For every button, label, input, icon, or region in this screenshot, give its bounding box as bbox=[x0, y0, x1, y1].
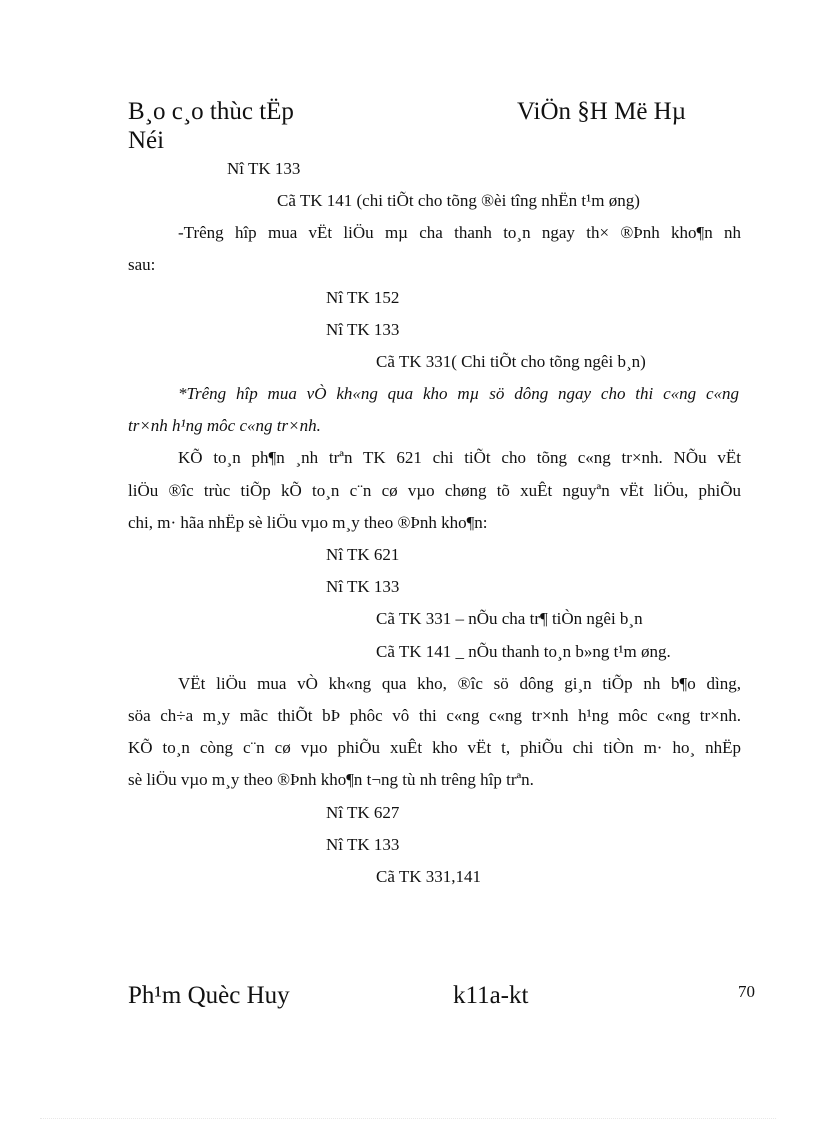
header-institution-cont: Néi bbox=[128, 127, 165, 154]
entry-debit-133: Nî TK 133 bbox=[227, 159, 301, 178]
header-institution: ViÖn §H Më Hµ bbox=[517, 98, 687, 125]
header-title: B¸o c¸o thùc tËp bbox=[128, 98, 294, 125]
paragraph-account-621: KÕ to¸n ph¶n ¸nh trªn TK 621 chi tiÕt cho tõng c«ng tr×nh. NÕu vËt bbox=[178, 448, 741, 467]
entry-debit-133: Nî TK 133 bbox=[326, 320, 400, 339]
entry-credit-331: Cã TK 331( Chi tiÕt cho tõng ngêi b¸n) bbox=[376, 352, 646, 371]
entry-credit-331: Cã TK 331 – nÕu cha tr¶ tiÒn ngêi b¸n bbox=[376, 609, 643, 628]
entry-credit-331-141: Cã TK 331,141 bbox=[376, 867, 481, 886]
entry-debit-621: Nî TK 621 bbox=[326, 545, 400, 564]
entry-debit-152: Nî TK 152 bbox=[326, 288, 400, 307]
entry-debit-133: Nî TK 133 bbox=[326, 835, 400, 854]
entry-debit-133: Nî TK 133 bbox=[326, 577, 400, 596]
paragraph-indirect-use-line3: KÕ to¸n còng c¨n cø vµo phiÕu xuÊt kho vËt t, phiÕu chi tiÒn m· ho¸ nhËp bbox=[128, 738, 741, 757]
paragraph-direct-use: *Trêng hîp mua vÒ kh«ng qua kho mµ sö dông ngay cho thi c«ng c«ng bbox=[178, 384, 739, 403]
paragraph-account-621-line3: chi, m· hãa nhËp sè liÖu vµo m¸y theo ®Þnh kho¶n: bbox=[128, 513, 488, 532]
footer-author: Ph¹m Quèc Huy bbox=[128, 982, 290, 1009]
entry-credit-141: Cã TK 141 (chi tiÕt cho tõng ®èi tîng nhËn t¹m øng) bbox=[277, 191, 640, 210]
entry-credit-141: Cã TK 141 _ nÕu thanh to¸n b»ng t¹m øng. bbox=[376, 642, 671, 661]
paragraph-credit-purchase: -Trêng hîp mua vËt liÖu mµ cha thanh to¸n ngay th× ®Þnh kho¶n nh bbox=[178, 223, 741, 242]
entry-debit-627: Nî TK 627 bbox=[326, 803, 400, 822]
paragraph-direct-use-cont: tr×nh h¹ng môc c«ng tr×nh. bbox=[128, 416, 321, 435]
paragraph-indirect-use-line4: sè liÖu vµo m¸y theo ®Þnh kho¶n t¬ng tù nh trêng hîp trªn. bbox=[128, 770, 534, 789]
page-bottom-rule bbox=[40, 1118, 776, 1119]
paragraph-credit-purchase-cont: sau: bbox=[128, 255, 156, 274]
paragraph-indirect-use: VËt liÖu mua vÒ kh«ng qua kho, ®îc sö dông gi¸n tiÕp nh b¶o dìng, bbox=[178, 674, 741, 693]
footer-class: k11a-kt bbox=[453, 982, 529, 1009]
paragraph-indirect-use-line2: söa ch÷a m¸y mãc thiÕt bÞ phôc vô thi c«ng c«ng tr×nh h¹ng môc c«ng tr×nh. bbox=[128, 706, 741, 725]
page-number: 70 bbox=[738, 982, 755, 1001]
paragraph-account-621-line2: liÖu ®îc trùc tiÕp kÕ to¸n c¨n cø vµo chøng tõ xuÊt nguyªn vËt liÖu, phiÕu bbox=[128, 481, 741, 500]
